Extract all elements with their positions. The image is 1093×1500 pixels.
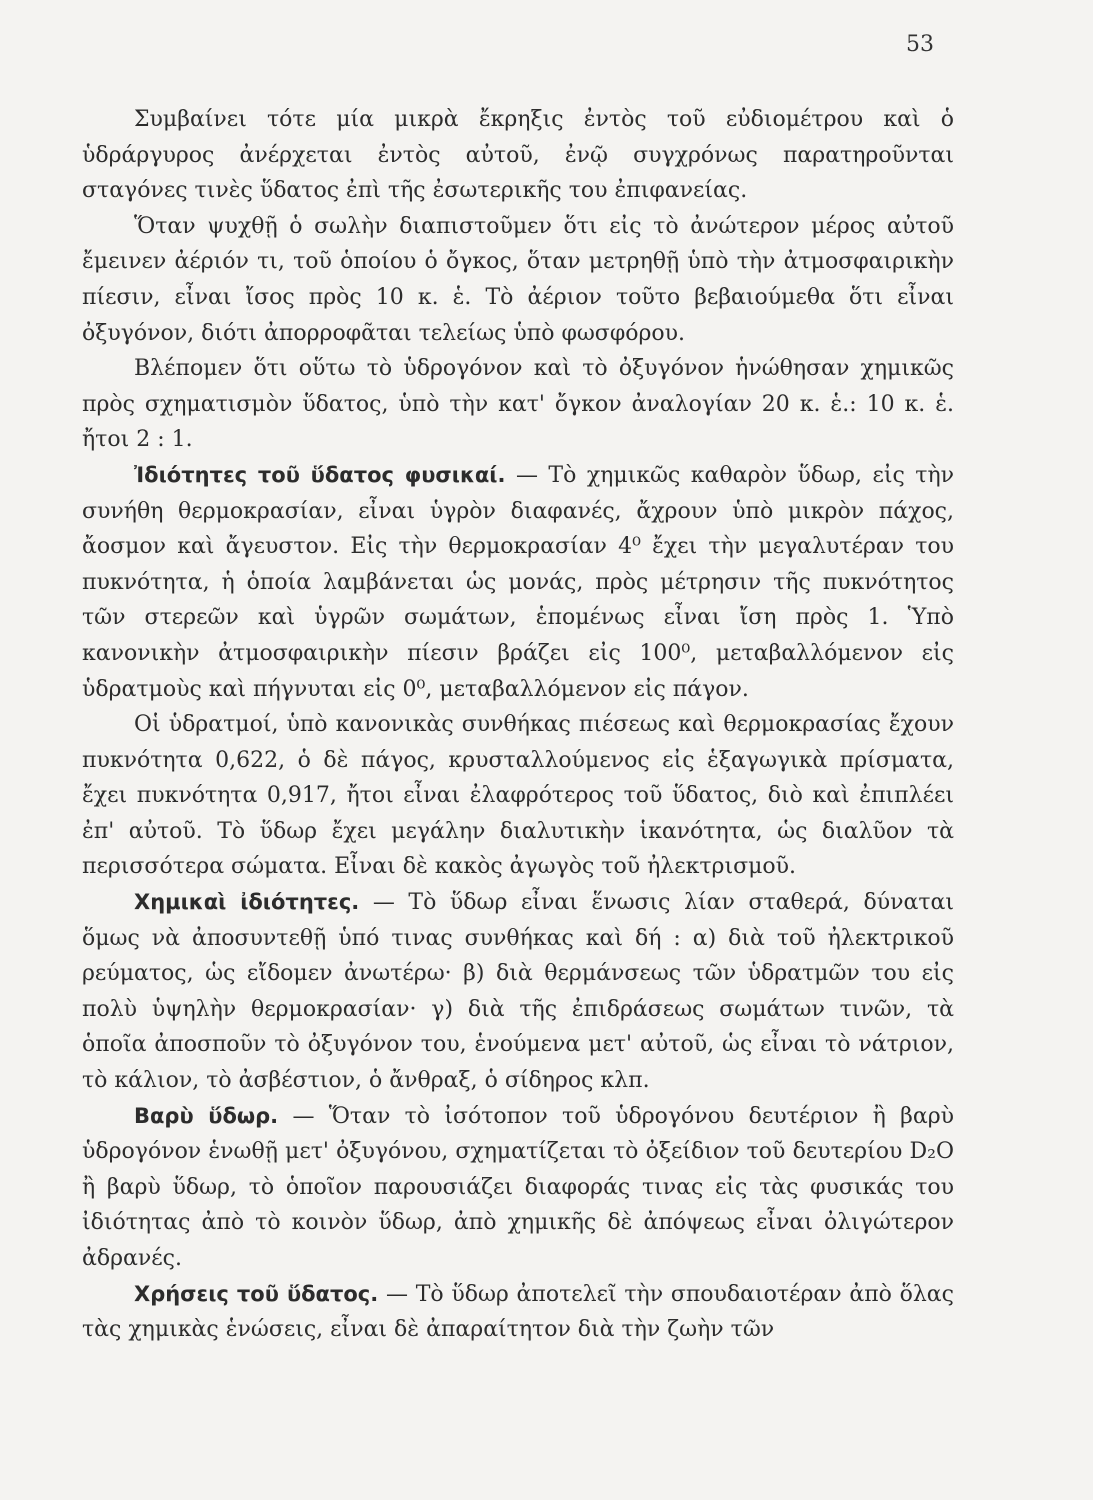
paragraph-volume-ratio — [82, 351, 954, 458]
section-heading-uses-of-water: Χρήσεις τοῦ ὕδατος. — [134, 1281, 379, 1306]
paragraph-vapor-ice-density — [82, 707, 954, 885]
page-number: 53 — [906, 32, 934, 57]
paragraph-text: Ὅταν ψυχθῇ ὁ σωλὴν διαπιστοῦμεν ὅτι εἰς τὸ ἀνώτερον μέρος αὐτοῦ ἔμεινεν ἀέριόν τι, τοῦ ὁποίου ὁ ὄγκος, ὅταν μετρηθῇ ὑπὸ τὴν ἀτμοσφαιρικὴν πίεσιν, εἶναι ἴσος πρὸς 10 κ. ἑ. Τὸ ἀέριον τοῦτο βεβαιούμεθα ὅτι εἶναι ὀξυγόνον, διότι ἀπορροφᾶται τελείως ὑπὸ φωσφόρου. — [82, 213, 954, 346]
paragraph-uses-of-water — [82, 1277, 954, 1348]
paragraph-text: — Ὅταν τὸ ἰσότοπον τοῦ ὑδρογόνου δευτέριον ἢ βαρὺ ὑδρογόνον ἑνωθῇ μετ' ὀξυγόνου, σχηματίζεται τὸ ὀξείδιον τοῦ δευτερίου D₂O ἢ βαρὺ ὕδωρ, τὸ ὁποῖον παρουσιάζει διαφοράς τινας εἰς τὰς φυσικάς του ἰδιότητας ἀπὸ τὸ κοινὸν ὕδωρ, ἀπὸ χημικῆς δὲ ἀπόψεως εἶναι ὀλιγώτερον ἀδρανές. — [82, 1103, 955, 1271]
section-heading-physical-properties: Ἰδιότητες τοῦ ὕδατος φυσικαί. — [134, 462, 506, 487]
paragraph-text: — Τὸ χημικῶς καθαρὸν ὕδωρ, εἰς τὴν συνήθη θερμοκρασίαν, εἶναι ὑγρὸν διαφανές, ἄχρουν ὑπὸ μικρὸν πάχος, ἄοσμον καὶ ἄγευστον. Εἰς τὴν θερμοκρασίαν 4⁰ ἔχει τὴν μεγαλυτέραν του πυκνότητα, ἡ ὁποία λαμβάνεται ὡς μονάς, πρὸς μέτρησιν τῆς πυκνότητος τῶν στερεῶν καὶ ὑγρῶν σωμάτων, ἑπομένως εἶναι ἴση πρὸς 1. Ὑπὸ κανονικὴν ἀτμοσφαιρικὴν πίεσιν βράζει εἰς 100⁰, μεταβαλλόμενον εἰς ὑδρατμοὺς καὶ πήγνυται εἰς 0⁰, μεταβαλλόμενον εἰς πάγον. — [82, 462, 954, 702]
body-text — [82, 102, 954, 1348]
paragraph-text: Βλέπομεν ὅτι οὕτω τὸ ὑδρογόνον καὶ τὸ ὀξυγόνον ἡνώθησαν χημικῶς πρὸς σχηματισμὸν ὕδατος, ὑπὸ τὴν κατ' ὄγκον ἀναλογίαν 20 κ. ἑ.: 10 κ. ἑ. ἤτοι 2 : 1. — [82, 356, 954, 453]
paragraph-physical-properties — [82, 458, 954, 707]
paragraph-text: — Τὸ ὕδωρ εἶναι ἕνωσις λίαν σταθερά, δύναται ὅμως νὰ ἀποσυντεθῇ ὑπό τινας συνθήκας καὶ δή : α) διὰ τοῦ ἠλεκτρικοῦ ρεύματος, ὡς εἴδομεν ἀνωτέρω· β) διὰ θερμάνσεως τῶν ὑδρατμῶν του εἰς πολὺ ὑψηλὴν θερμοκρασίαν· γ) διὰ τῆς ἐπιδράσεως σωμάτων τινῶν, τὰ ὁποῖα ἀποσποῦν τὸ ὀξυγόνον του, ἑνούμενα μετ' αὐτοῦ, ὡς εἶναι τὸ νάτριον, τὸ κάλιον, τὸ ἀσβέστιον, ὁ ἄνθραξ, ὁ σίδηρος κλπ. — [82, 890, 954, 1094]
paragraph-residual-gas — [82, 209, 954, 351]
paragraph-eudiometer-explosion — [82, 102, 954, 209]
paragraph-chemical-properties — [82, 885, 954, 1099]
paragraph-text: — Τὸ ὕδωρ ἀποτελεῖ τὴν σπουδαιοτέραν ἀπὸ ὅλας τὰς χημικὰς ἑνώσεις, εἶναι δὲ ἀπαραίτητον διὰ τὴν ζωὴν τῶν — [82, 1281, 954, 1343]
paragraph-heavy-water — [82, 1099, 954, 1277]
paragraph-text: Οἱ ὑδρατμοί, ὑπὸ κανονικὰς συνθήκας πιέσεως καὶ θερμοκρασίας ἔχουν πυκνότητα 0,622, ὁ δὲ πάγος, κρυσταλλούμενος εἰς ἑξαγωγικὰ πρίσματα, ἔχει πυκνότητα 0,917, ἤτοι εἶναι ἐλαφρότερος τοῦ ὕδατος, διὸ καὶ ἐπιπλέει ἐπ' αὐτοῦ. Τὸ ὕδωρ ἔχει μεγάλην διαλυτικὴν ἱκανότητα, ὡς διαλῦον τὰ περισσότερα σώματα. Εἶναι δὲ κακὸς ἀγωγὸς τοῦ ἠλεκτρισμοῦ. — [82, 712, 954, 880]
paragraph-text: Συμβαίνει τότε μία μικρὰ ἔκρηξις ἐντὸς τοῦ εὐδιομέτρου καὶ ὁ ὑδράργυρος ἀνέρχεται ἐντὸς αὐτοῦ, ἐνῷ συγχρόνως παρατηροῦνται σταγόνες τινὲς ὕδατος ἐπὶ τῆς ἐσωτερικῆς του ἐπιφανείας. — [82, 107, 954, 204]
section-heading-chemical-properties: Χημικαὶ ἰδιότητες. — [134, 890, 360, 915]
section-heading-heavy-water: Βαρὺ ὕδωρ. — [134, 1103, 279, 1128]
